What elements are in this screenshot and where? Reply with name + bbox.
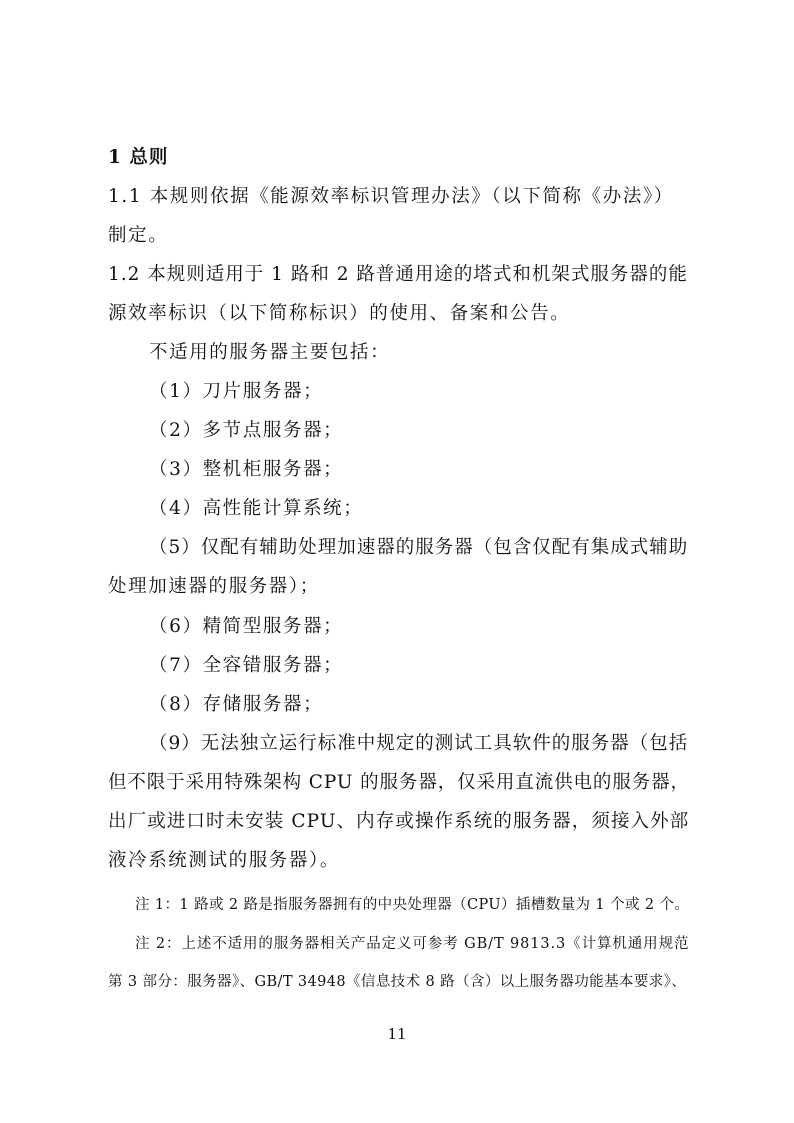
- note-1: 注 1：1 路或 2 路是指服务器拥有的中央处理器（CPU）插槽数量为 1 个或 2 个。: [135, 897, 690, 913]
- list-item-5-line-1: （5）仅配有辅助处理加速器的服务器（包含仅配有集成式辅助: [149, 537, 689, 558]
- list-item-7: （7）全容错服务器；: [149, 655, 344, 676]
- list-item-9-line-1: （9）无法独立运行标准中规定的测试工具软件的服务器（包括: [149, 733, 689, 754]
- clause-1-2-line-1: 1.2 本规则适用于 1 路和 2 路普通用途的塔式和机架式服务器的能: [108, 264, 688, 285]
- clause-1-1-line-2: 制定。: [108, 225, 169, 246]
- list-item-4: （4）高性能计算系统；: [149, 498, 364, 519]
- note-2-line-2: 第 3 部分：服务器》、GB/T 34948《信息技术 8 路（含）以上服务器功能基本要求》、: [108, 974, 687, 990]
- page-number: 11: [387, 1025, 407, 1043]
- list-item-8: （8）存储服务器；: [149, 694, 324, 715]
- list-item-6: （6）精简型服务器；: [149, 616, 344, 637]
- list-item-9-line-2: 但不限于采用特殊架构 CPU 的服务器，仅采用直流供电的服务器，: [108, 772, 690, 793]
- section-heading: 1 总则: [108, 147, 169, 168]
- list-item-2: （2）多节点服务器；: [149, 420, 344, 441]
- list-item-3: （3）整机柜服务器；: [149, 459, 344, 480]
- list-item-9-line-4: 液冷系统测试的服务器）。: [108, 850, 340, 871]
- note-2-line-1: 注 2：上述不适用的服务器相关产品定义可参考 GB/T 9813.3《计算机通用规范: [135, 936, 690, 952]
- list-item-1: （1）刀片服务器；: [149, 381, 324, 402]
- list-item-9-line-3: 出厂或进口时未安装 CPU、内存或操作系统的服务器，须接入外部: [108, 811, 690, 832]
- clause-1-2-line-2: 源效率标识（以下简称标识）的使用、备案和公告。: [108, 303, 571, 324]
- exclusion-intro: 不适用的服务器主要包括：: [149, 342, 391, 363]
- clause-1-1-line-1: 1.1 本规则依据《能源效率标识管理办法》（以下简称《办法》）: [108, 186, 674, 207]
- list-item-5-line-2: 处理加速器的服务器）；: [108, 576, 320, 597]
